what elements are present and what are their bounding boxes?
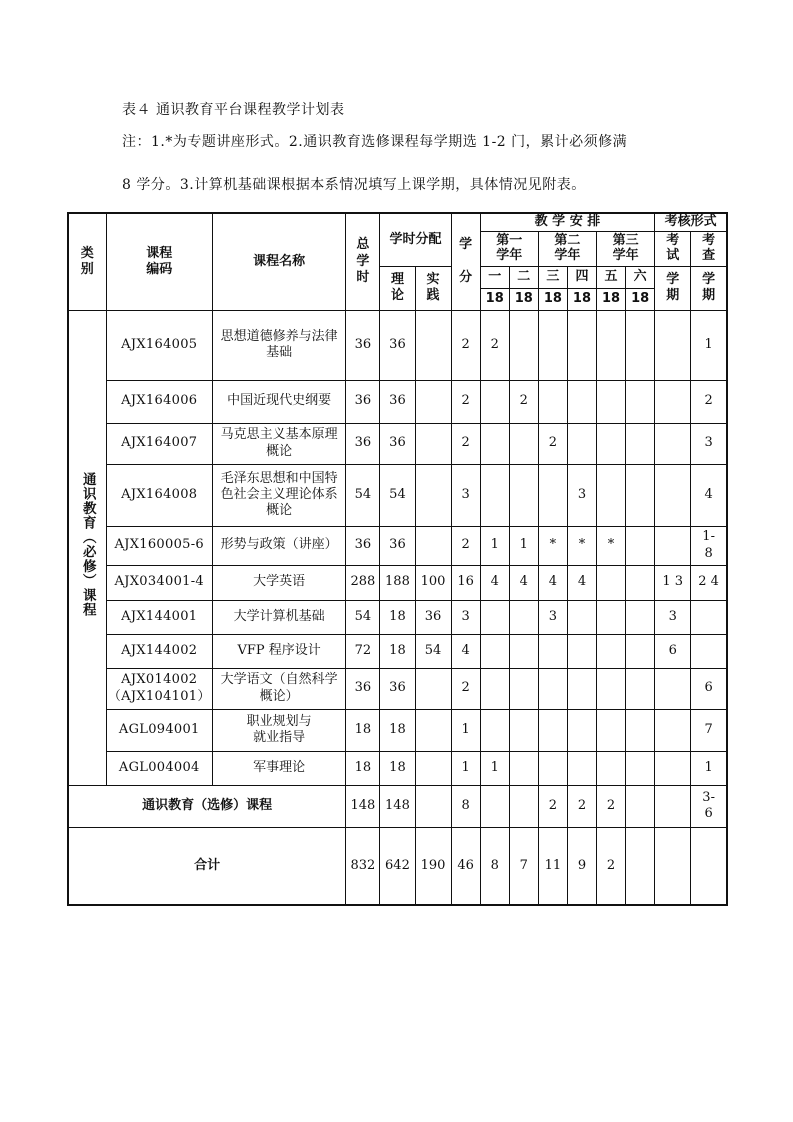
header-check: 考 查	[691, 231, 727, 266]
course-code: AJX164008	[106, 464, 212, 526]
group-label-required	[68, 310, 106, 785]
header-exam: 考 试	[655, 231, 691, 266]
term-hours	[567, 310, 596, 380]
practice-hours	[415, 464, 451, 526]
table-row	[68, 709, 727, 751]
course-code: AJX164006	[106, 380, 212, 423]
term-hours	[597, 380, 626, 423]
total-hours: 54	[346, 600, 380, 634]
exam-term	[655, 423, 691, 464]
term-hours	[597, 709, 626, 751]
term-hours	[626, 565, 655, 600]
term-hours	[626, 464, 655, 526]
theory-hours: 642	[380, 827, 415, 905]
header-term: 三	[538, 266, 567, 288]
table-row	[68, 565, 727, 600]
exam-term	[655, 668, 691, 709]
header-exam-term: 学 期	[655, 266, 691, 310]
practice-hours: 36	[415, 600, 451, 634]
check-term: 4	[691, 464, 727, 526]
term-hours: 8	[480, 827, 509, 905]
exam-term	[655, 709, 691, 751]
header-total-hours: 总 学 时	[346, 213, 380, 310]
term-hours: *	[597, 526, 626, 565]
term-hours: 2	[597, 785, 626, 827]
term-hours: 2	[567, 785, 596, 827]
term-hours	[509, 600, 538, 634]
exam-term	[655, 785, 691, 827]
course-name: 军事理论	[212, 751, 345, 785]
check-term	[691, 634, 727, 668]
term-hours	[480, 600, 509, 634]
total-hours: 36	[346, 423, 380, 464]
header-weeks: 18	[480, 288, 509, 310]
course-name: 形势与政策（讲座）	[212, 526, 345, 565]
theory-hours: 36	[380, 310, 415, 380]
course-code: AGL004004	[106, 751, 212, 785]
theory-hours: 54	[380, 464, 415, 526]
credits: 2	[451, 380, 480, 423]
header-category: 类 别	[68, 213, 106, 310]
elective-row	[68, 785, 727, 827]
term-hours	[480, 464, 509, 526]
practice-hours	[415, 668, 451, 709]
header-term: 一	[480, 266, 509, 288]
exam-term	[655, 827, 691, 905]
theory-hours: 18	[380, 751, 415, 785]
term-hours: 4	[567, 565, 596, 600]
table-row	[68, 751, 727, 785]
header-check-term: 学 期	[691, 266, 727, 310]
table-row	[68, 310, 727, 380]
credits: 1	[451, 709, 480, 751]
total-hours: 36	[346, 380, 380, 423]
course-name: VFP 程序设计	[212, 634, 345, 668]
course-name: 中国近现代史纲要	[212, 380, 345, 423]
term-hours: 1	[480, 526, 509, 565]
header-year-1: 第一 学年	[480, 231, 538, 266]
table-row	[68, 380, 727, 423]
term-hours	[509, 668, 538, 709]
term-hours: 4	[509, 565, 538, 600]
exam-term	[655, 310, 691, 380]
check-term: 1	[691, 310, 727, 380]
term-hours	[538, 310, 567, 380]
term-hours	[626, 785, 655, 827]
term-hours	[626, 668, 655, 709]
header-theory: 理 论	[380, 266, 415, 310]
table-row	[68, 423, 727, 464]
term-hours	[567, 709, 596, 751]
total-hours: 36	[346, 310, 380, 380]
course-name: 大学计算机基础	[212, 600, 345, 634]
term-hours	[480, 785, 509, 827]
theory-hours: 36	[380, 526, 415, 565]
check-term	[691, 600, 727, 634]
term-hours	[626, 310, 655, 380]
practice-hours: 190	[415, 827, 451, 905]
note-line-1: 注：1.*为专题讲座形式。2.通识教育选修课程每学期选 1-2 门，累计必须修满	[122, 134, 628, 150]
term-hours	[626, 380, 655, 423]
term-hours: 9	[567, 827, 596, 905]
header-year-2: 第二 学年	[538, 231, 596, 266]
header-term: 六	[626, 266, 655, 288]
term-hours	[509, 634, 538, 668]
group-label-text: 通识教育（必修）课程	[79, 472, 96, 618]
total-hours: 36	[346, 526, 380, 565]
check-term: 3	[691, 423, 727, 464]
term-hours	[538, 464, 567, 526]
practice-hours	[415, 785, 451, 827]
course-code: AJX160005-6	[106, 526, 212, 565]
course-code: AJX144002	[106, 634, 212, 668]
total-hours: 72	[346, 634, 380, 668]
header-schedule: 教 学 安 排	[480, 213, 654, 231]
total-hours: 36	[346, 668, 380, 709]
term-hours	[597, 310, 626, 380]
total-hours: 288	[346, 565, 380, 600]
term-hours	[480, 380, 509, 423]
term-hours: 4	[538, 565, 567, 600]
theory-hours: 36	[380, 668, 415, 709]
term-hours	[509, 423, 538, 464]
header-assessment: 考核形式	[655, 213, 727, 231]
term-hours: 2	[509, 380, 538, 423]
term-hours	[509, 751, 538, 785]
total-hours: 54	[346, 464, 380, 526]
header-weeks: 18	[626, 288, 655, 310]
term-hours: 2	[597, 827, 626, 905]
term-hours: 2	[538, 785, 567, 827]
header-weeks: 18	[509, 288, 538, 310]
check-term: 7	[691, 709, 727, 751]
term-hours	[567, 380, 596, 423]
total-hours: 832	[346, 827, 380, 905]
header-term: 五	[597, 266, 626, 288]
credits: 2	[451, 423, 480, 464]
term-hours	[597, 565, 626, 600]
theory-hours: 18	[380, 634, 415, 668]
course-name: 大学英语	[212, 565, 345, 600]
term-hours	[509, 709, 538, 751]
term-hours: 7	[509, 827, 538, 905]
term-hours	[480, 668, 509, 709]
check-term	[691, 827, 727, 905]
course-plan-table	[67, 212, 728, 906]
check-term: 1	[691, 751, 727, 785]
term-hours	[538, 668, 567, 709]
term-hours	[509, 785, 538, 827]
term-hours	[567, 600, 596, 634]
exam-term: 3	[655, 600, 691, 634]
term-hours: 4	[480, 565, 509, 600]
practice-hours	[415, 310, 451, 380]
theory-hours: 36	[380, 380, 415, 423]
table-row	[68, 600, 727, 634]
header-term: 二	[509, 266, 538, 288]
term-hours	[626, 600, 655, 634]
term-hours	[626, 827, 655, 905]
total-hours: 18	[346, 751, 380, 785]
total-row-label: 合计	[68, 827, 346, 905]
term-hours	[626, 423, 655, 464]
term-hours	[597, 668, 626, 709]
page-title: 表４ 通识教育平台课程教学计划表	[122, 102, 345, 118]
practice-hours: 54	[415, 634, 451, 668]
term-hours	[626, 526, 655, 565]
term-hours	[567, 423, 596, 464]
term-hours: 1	[509, 526, 538, 565]
exam-term: 1 3	[655, 565, 691, 600]
theory-hours: 148	[380, 785, 415, 827]
exam-term	[655, 464, 691, 526]
term-hours	[597, 423, 626, 464]
term-hours	[538, 709, 567, 751]
term-hours: 11	[538, 827, 567, 905]
credits: 46	[451, 827, 480, 905]
header-weeks: 18	[597, 288, 626, 310]
term-hours	[538, 751, 567, 785]
total-hours: 18	[346, 709, 380, 751]
course-name: 毛泽东思想和中国特色社会主义理论体系概论	[212, 464, 345, 526]
check-term: 1- 8	[691, 526, 727, 565]
course-code: AJX164005	[106, 310, 212, 380]
practice-hours	[415, 751, 451, 785]
theory-hours: 36	[380, 423, 415, 464]
credits: 2	[451, 310, 480, 380]
practice-hours	[415, 526, 451, 565]
total-hours: 148	[346, 785, 380, 827]
header-year-3: 第三 学年	[597, 231, 655, 266]
credits: 2	[451, 668, 480, 709]
term-hours	[626, 751, 655, 785]
term-hours	[538, 380, 567, 423]
note-line-2: 8 学分。3.计算机基础课根据本系情况填写上课学期，具体情况见附表。	[122, 177, 586, 193]
check-term: 3- 6	[691, 785, 727, 827]
term-hours	[567, 634, 596, 668]
course-code: AJX034001-4	[106, 565, 212, 600]
credits: 2	[451, 526, 480, 565]
table-row	[68, 634, 727, 668]
term-hours: 1	[480, 751, 509, 785]
course-code: AJX164007	[106, 423, 212, 464]
course-name: 思想道德修养与法律基础	[212, 310, 345, 380]
credits: 3	[451, 464, 480, 526]
term-hours	[509, 310, 538, 380]
check-term: 2 4	[691, 565, 727, 600]
exam-term	[655, 751, 691, 785]
course-code: AJX014002 （AJX104101）	[106, 668, 212, 709]
term-hours	[567, 668, 596, 709]
course-code: AJX144001	[106, 600, 212, 634]
table-row	[68, 464, 727, 526]
term-hours	[480, 423, 509, 464]
exam-term	[655, 526, 691, 565]
header-term: 四	[567, 266, 596, 288]
check-term: 6	[691, 668, 727, 709]
course-code: AGL094001	[106, 709, 212, 751]
credits: 1	[451, 751, 480, 785]
header-course-name: 课程名称	[212, 213, 345, 310]
elective-row-label: 通识教育（选修）课程	[68, 785, 346, 827]
course-name: 职业规划与 就业指导	[212, 709, 345, 751]
exam-term: 6	[655, 634, 691, 668]
term-hours: *	[538, 526, 567, 565]
term-hours: 3	[567, 464, 596, 526]
exam-term	[655, 380, 691, 423]
term-hours: 3	[538, 600, 567, 634]
practice-hours	[415, 423, 451, 464]
credits: 3	[451, 600, 480, 634]
term-hours	[626, 634, 655, 668]
header-weeks: 18	[567, 288, 596, 310]
theory-hours: 188	[380, 565, 415, 600]
header-weeks: 18	[538, 288, 567, 310]
term-hours	[509, 464, 538, 526]
credits: 16	[451, 565, 480, 600]
header-credits: 学 分	[451, 213, 480, 310]
practice-hours: 100	[415, 565, 451, 600]
check-term: 2	[691, 380, 727, 423]
header-course-code: 课程 编码	[106, 213, 212, 310]
term-hours	[597, 634, 626, 668]
table-row	[68, 668, 727, 709]
term-hours	[480, 709, 509, 751]
practice-hours	[415, 380, 451, 423]
course-name: 马克思主义基本原理概论	[212, 423, 345, 464]
header-practice: 实 践	[415, 266, 451, 310]
theory-hours: 18	[380, 709, 415, 751]
table-row	[68, 526, 727, 565]
term-hours: 2	[538, 423, 567, 464]
term-hours: *	[567, 526, 596, 565]
credits: 4	[451, 634, 480, 668]
term-hours	[597, 600, 626, 634]
header-hour-split: 学时分配	[380, 213, 451, 266]
total-row	[68, 827, 727, 905]
term-hours	[597, 464, 626, 526]
practice-hours	[415, 709, 451, 751]
term-hours	[480, 634, 509, 668]
term-hours	[538, 634, 567, 668]
theory-hours: 18	[380, 600, 415, 634]
course-name: 大学语文（自然科学概论）	[212, 668, 345, 709]
term-hours	[626, 709, 655, 751]
term-hours	[567, 751, 596, 785]
credits: 8	[451, 785, 480, 827]
term-hours	[597, 751, 626, 785]
term-hours: 2	[480, 310, 509, 380]
